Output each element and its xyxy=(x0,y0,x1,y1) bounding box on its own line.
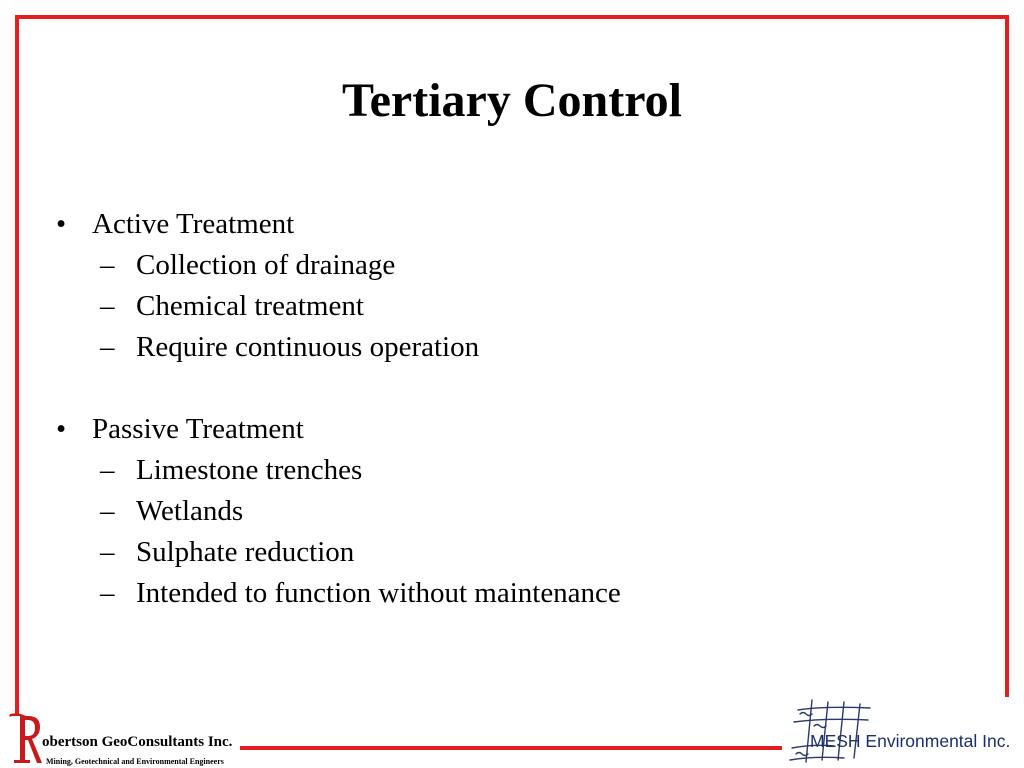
sub-marker: – xyxy=(100,454,115,486)
bullet-text: Passive Treatment xyxy=(92,413,304,445)
subitem xyxy=(54,245,954,286)
subitem xyxy=(54,491,954,532)
bullet-marker: • xyxy=(56,413,67,445)
subitem-text: Intended to function without maintenance xyxy=(136,577,621,609)
subitem-text: Wetlands xyxy=(136,495,244,527)
frame-bottom-border xyxy=(240,746,782,750)
robertson-geoconsultants-logo xyxy=(2,708,262,766)
subitem xyxy=(54,450,954,491)
slide-title: Tertiary Control xyxy=(342,74,682,127)
mesh-environmental-logo xyxy=(780,698,1024,768)
robertson-company-name: obertson GeoConsultants Inc. xyxy=(42,734,233,750)
mesh-company-name: MESH Environmental Inc. xyxy=(810,731,1011,751)
robertson-r-icon xyxy=(6,710,42,764)
sub-marker: – xyxy=(100,290,115,322)
bullet-marker: • xyxy=(56,208,67,240)
sub-marker: – xyxy=(100,536,115,568)
sub-marker: – xyxy=(100,249,115,281)
bullet-active-treatment xyxy=(54,204,954,245)
subitem-text: Collection of drainage xyxy=(136,249,396,281)
subitem-text: Chemical treatment xyxy=(136,290,364,322)
bullet-text: Active Treatment xyxy=(92,208,295,240)
subitem xyxy=(54,532,954,573)
sub-marker: – xyxy=(100,495,115,527)
subitem-text: Sulphate reduction xyxy=(136,536,355,568)
robertson-tagline: Mining, Geotechnical and Environmental Engineers xyxy=(46,757,224,766)
subitem xyxy=(54,573,954,614)
sub-marker: – xyxy=(100,331,115,363)
bullet-passive-treatment xyxy=(54,409,954,450)
sub-marker: – xyxy=(100,577,115,609)
subitem-text: Limestone trenches xyxy=(136,454,363,486)
subitem-text: Require continuous operation xyxy=(136,331,480,363)
slide-body xyxy=(54,204,954,614)
frame-top-border xyxy=(15,15,1009,19)
subitem xyxy=(54,327,954,368)
subitem xyxy=(54,286,954,327)
